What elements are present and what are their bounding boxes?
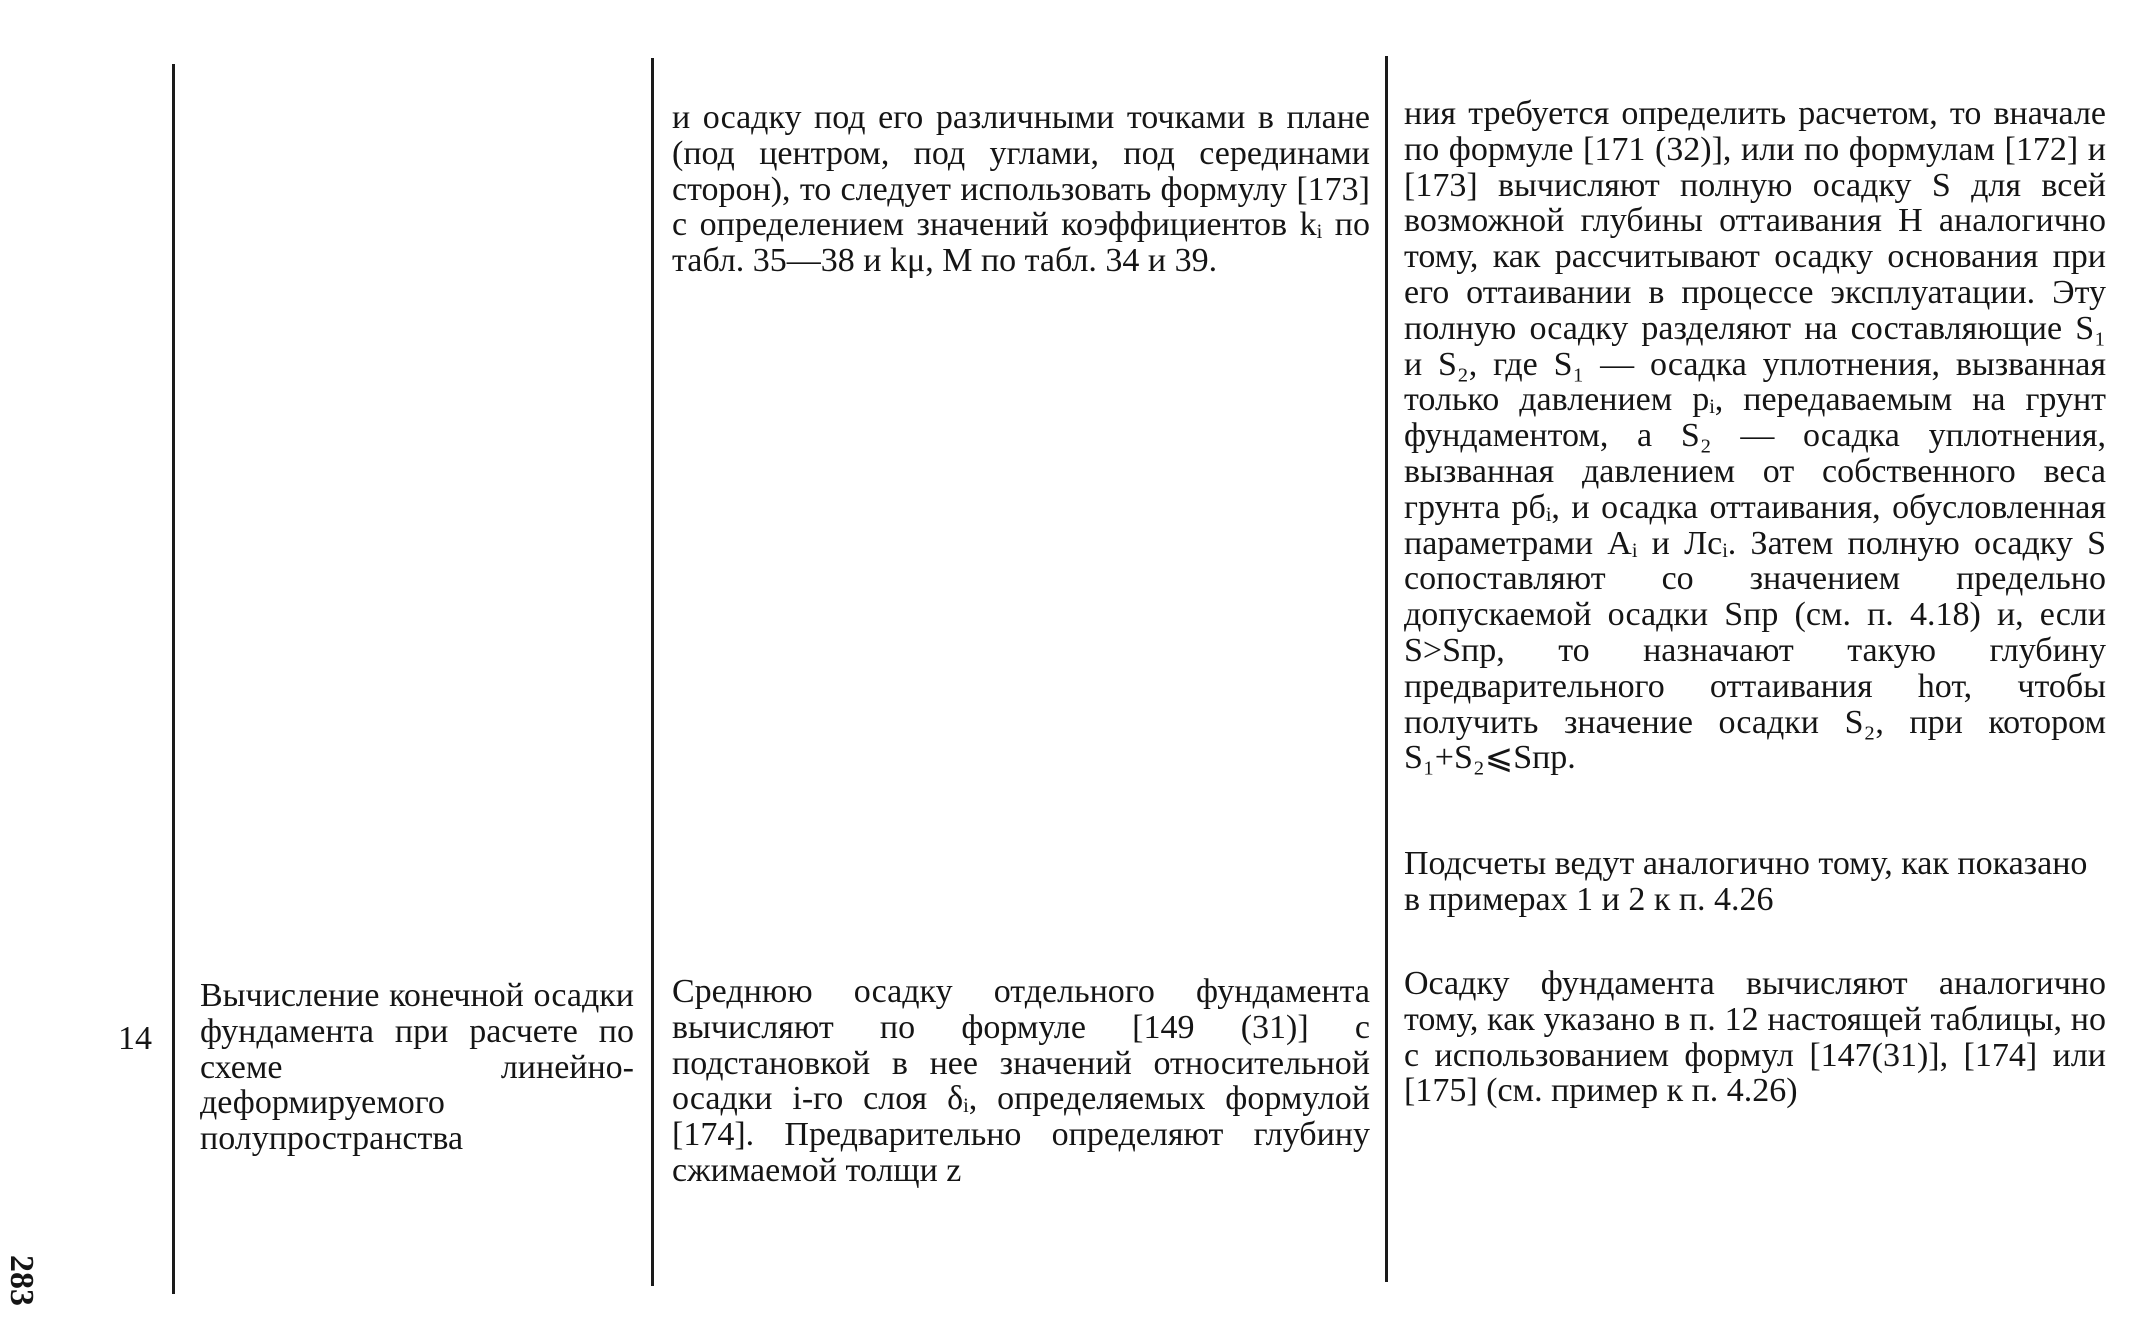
row-continued-column-4-note: Подсчеты ведут аналогично тому, как показано в примерах 1 и 2 к п. 4.26 <box>1404 845 2088 918</box>
column-rule-2 <box>651 58 654 1286</box>
row-14-column-4: Осадку фундамента вычисляют аналогично тому, как указано в п. 12 настоящей таблицы, но с использованием формул [147(31)], [174] или [175] (см. пример к п. 4.26) <box>1404 965 2106 1110</box>
row-14-name: Вычисление конечной осадки фундамента при расчете по схеме линейно-деформируемого полупространства <box>200 977 634 1158</box>
column-rule-3 <box>1385 56 1388 1282</box>
row-continued-column-3: и осадку под его различными точками в плане (под центром, под углами, под серединами сторон), то следует использовать формулу [173] с определением значений коэффициентов kᵢ по табл. 35—38 и kμ, M по табл. 34 и 39. <box>672 99 1370 280</box>
page-number: 283 <box>3 1255 40 1306</box>
row-14-number: 14 <box>118 1020 152 1057</box>
row-14-column-3: Среднюю осадку отдельного фундамента вычисляют по формуле [149 (31)] с подстановкой в нее значений относительной осадки i-го слоя δᵢ, определяемых формулой [174]. Предварительно определяют глубину сжимаемой толщи z <box>672 973 1370 1189</box>
column-rule-1 <box>172 64 175 1294</box>
row-continued-column-4: ния требуется определить расчетом, то вначале по формуле [171 (32)], или по формулам [172] и [173] вычисляют полную осадку S для всей возможной глубины оттаивания H аналогично тому, как рассчитывают осадку основания при его оттаивании в процессе эксплуатации. Эту полную осадку разделяют на составляющие S₁ и S₂, где S₁ — осадка уплотнения, вызванная только давлением pᵢ, передаваемым на грунт фундаментом, а S₂ — осадка уплотнения, вызванная давлением от собственного веса грунта pбᵢ, и осадка оттаивания, обусловленная параметрами Aᵢ и Лсᵢ. Затем полную осадку S сопоставляют со значением предельно допускаемой осадки Sпр (см. п. 4.18) и, если S>Sпр, то назначают такую глубину предварительного оттаивания hот, чтобы получить значение осадки S₂, при котором S₁+S₂⩽Sпр. <box>1404 95 2106 777</box>
